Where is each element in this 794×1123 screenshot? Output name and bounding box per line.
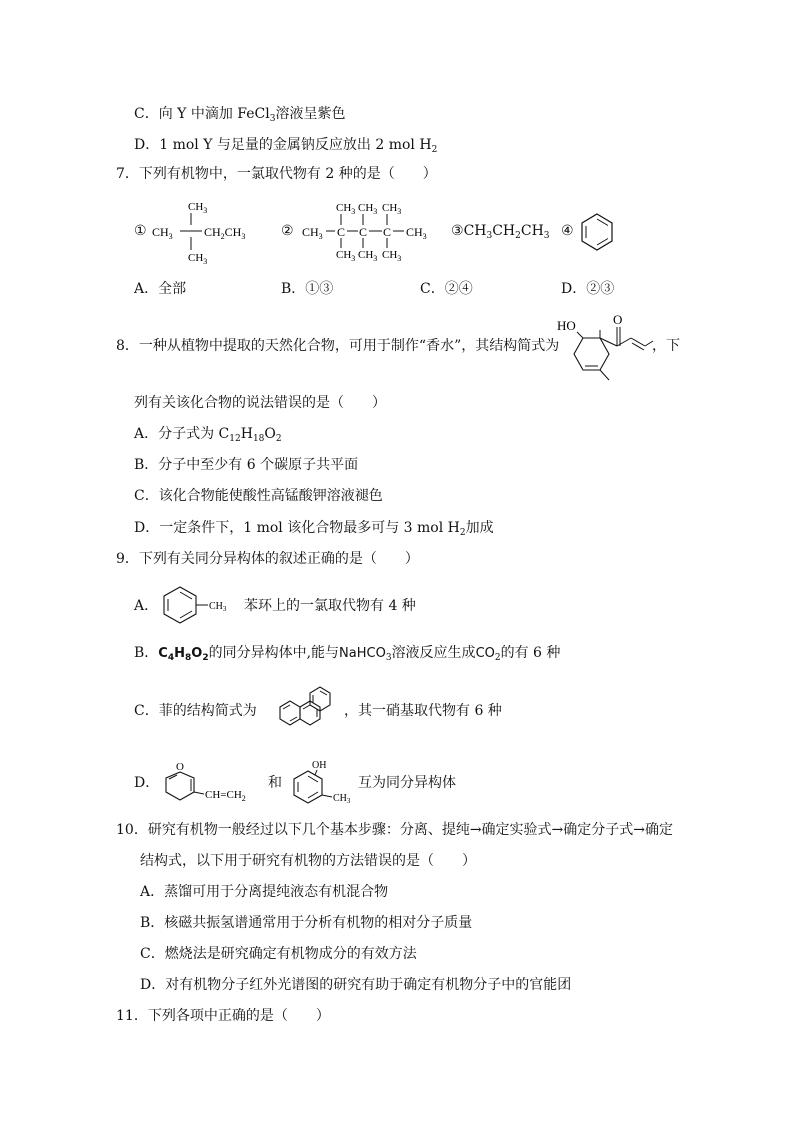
svg-text:CH3: $CH_3$	[209, 601, 227, 613]
toluene-structure	[160, 585, 242, 627]
q9-option-d-text: 互为同分异构体	[358, 775, 456, 791]
q8-option-d: D．一定条件下，1 mol 该化合物最多可与 3 mol $H_2$加成	[134, 520, 494, 538]
svg-text:CH3: $CH_3$	[406, 225, 427, 241]
svg-text:C: C	[337, 225, 346, 239]
pyran-vinyl-structure	[160, 758, 270, 806]
benzene-ring-icon	[579, 212, 615, 252]
q6-option-c: C．向 Y 中滴加 FeCl$_3$溶液呈紫色	[134, 106, 346, 124]
svg-text:OH: OH	[312, 760, 327, 771]
q8-stem-b: ，下	[652, 338, 680, 354]
phenanthrene-structure	[266, 685, 338, 737]
q8-option-a: A．分子式为 $C_{12}H_{18}O_2$	[134, 426, 282, 444]
svg-text:CH3: $CH_3$	[336, 202, 356, 216]
q9-option-c-b: ，其一硝基取代物有 6 种	[344, 703, 502, 719]
q9-option-a-label: A．	[134, 598, 159, 614]
svg-text:HO: HO	[557, 318, 576, 333]
q11-stem: 11．下列各项中正确的是（ ）	[116, 1008, 330, 1024]
svg-text:CH3: $CH_3$	[333, 793, 351, 805]
q7-option-b: B．①③	[281, 281, 334, 297]
q9-option-d-and: 和	[268, 775, 282, 791]
q9-stem: 9．下列有关同分异构体的叙述正确的是（ ）	[116, 551, 419, 567]
q7-mol1-num: ①	[134, 223, 147, 239]
q7-option-d: D．②③	[561, 281, 615, 297]
q9-option-c-a: C．菲的结构简式为	[134, 703, 257, 719]
svg-text:CH2CH3: $CH_2CH_3$	[204, 225, 246, 241]
svg-text:CH3: $CH_3$	[152, 225, 173, 241]
q8-stem-a: 8．一种从植物中提取的天然化合物，可用于制作“香水”，其结构简式为	[116, 338, 560, 354]
q6-option-d: D．1 mol Y 与足量的金属钠反应放出 2 mol $H_2$	[134, 137, 438, 155]
svg-text:CH3: $CH_3$	[358, 249, 378, 263]
q7-option-a: A．全部	[134, 281, 187, 297]
svg-text:CH3: $CH_3$	[358, 202, 378, 216]
q10-option-c: C．燃烧法是研究确定有机物成分的有效方法	[140, 946, 417, 962]
q7-mol4-num: ④	[561, 223, 574, 239]
svg-text:CH=CH2: $CH=CH_2$	[205, 789, 246, 803]
q9-option-d-label: D．	[134, 775, 160, 791]
q10-option-b: B．核磁共振氢谱通常用于分析有机物的相对分子质量	[140, 915, 473, 931]
q7-mol2-structure	[300, 196, 440, 266]
svg-text:CH3: $CH_3$	[188, 252, 208, 266]
svg-text:C: C	[383, 225, 392, 239]
svg-text:O: O	[176, 761, 184, 773]
svg-text:CH3: $CH_3$	[382, 249, 402, 263]
q10-stem-a: 10．研究有机物一般经过以下几个基本步骤：分离、提纯→确定实验式→确定分子式→确定	[116, 822, 674, 838]
svg-text:CH3: $CH_3$	[188, 201, 208, 215]
svg-text:CH3: $CH_3$	[382, 202, 402, 216]
q7-mol1-structure	[150, 196, 260, 266]
q10-stem-b: 结构式，以下用于研究有机物的方法错误的是（ ）	[140, 853, 476, 869]
svg-text:O: O	[613, 312, 623, 327]
q7-stem: 7．下列有机物中，一氯取代物有 2 种的是（ ）	[116, 166, 437, 182]
q9-option-a-text: 苯环上的一氯取代物有 4 种	[244, 598, 416, 614]
q7-option-c: C．②④	[420, 281, 473, 297]
q9-option-b: B．$C_4H_8O_2$的同分异构体中,能与NaHCO$_3$溶液反应生成$CO_2$的有 6 种	[134, 645, 561, 663]
svg-text:C: C	[359, 225, 368, 239]
q8-option-c: C．该化合物能使酸性高锰酸钾溶液褪色	[134, 488, 383, 504]
q10-option-d: D．对有机物分子红外光谱图的研究有助于确定有机物分子中的官能团	[140, 977, 572, 993]
q8-option-b: B．分子中至少有 6 个碳原子共平面	[134, 457, 359, 473]
q7-mol2-num: ②	[281, 223, 294, 239]
svg-text:CH3: $CH_3$	[302, 225, 323, 241]
cresol-structure	[288, 757, 358, 807]
q8-stem-c: 列有关该化合物的说法错误的是（ ）	[134, 395, 386, 411]
q10-option-a: A．蒸馏可用于分离提纯液态有机混合物	[140, 884, 389, 900]
q8-structure	[555, 308, 655, 386]
svg-text:CH3: $CH_3$	[336, 249, 356, 263]
q7-mol3: $③CH_3CH_2CH_3$	[451, 223, 550, 241]
